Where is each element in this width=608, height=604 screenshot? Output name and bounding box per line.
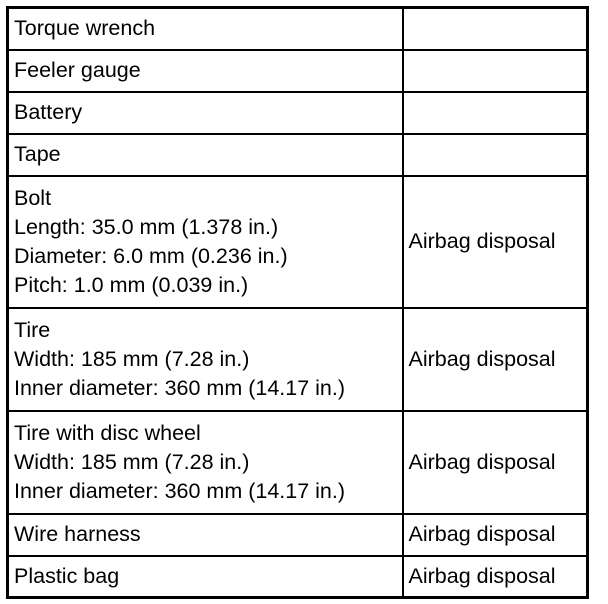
use-cell: Airbag disposal — [403, 514, 588, 556]
tools-table — [6, 6, 589, 599]
item-cell — [8, 134, 403, 176]
item-name: Tape — [14, 142, 61, 166]
table-row — [8, 308, 588, 411]
table-row — [8, 514, 588, 556]
use-cell: Airbag disposal — [403, 308, 588, 411]
table-row — [8, 134, 588, 176]
item-spec: Width: 185 mm (7.28 in.) — [14, 449, 250, 474]
use-cell: Airbag disposal — [403, 176, 588, 308]
use-cell — [403, 8, 588, 50]
item-spec: Inner diameter: 360 mm (14.17 in.) — [14, 375, 346, 400]
item-name: Tire with disc wheel — [14, 420, 201, 445]
item-name: Wire harness — [14, 522, 141, 546]
item-spec: Diameter: 6.0 mm (0.236 in.) — [14, 243, 288, 268]
table-row — [8, 50, 588, 92]
use-cell — [403, 92, 588, 134]
item-cell — [8, 8, 403, 50]
item-cell — [8, 308, 403, 411]
item-spec: Width: 185 mm (7.28 in.) — [14, 346, 250, 371]
item-name: Plastic bag — [14, 563, 120, 588]
item-name: Bolt — [14, 185, 52, 210]
use-cell — [403, 134, 588, 176]
item-name: Tire — [14, 317, 51, 342]
table-row — [8, 411, 588, 514]
item-cell — [8, 92, 403, 134]
item-name: Torque wrench — [14, 16, 156, 41]
item-name: Feeler gauge — [14, 58, 141, 82]
item-spec: Pitch: 1.0 mm (0.039 in.) — [14, 272, 249, 297]
use-cell: Airbag disposal — [403, 556, 588, 598]
table-row — [8, 176, 588, 308]
use-cell: Airbag disposal — [403, 411, 588, 514]
table-row — [8, 8, 588, 50]
item-spec: Inner diameter: 360 mm (14.17 in.) — [14, 478, 346, 503]
item-cell — [8, 176, 403, 308]
item-spec: Length: 35.0 mm (1.378 in.) — [14, 214, 279, 239]
item-name: Battery — [14, 100, 83, 124]
item-cell — [8, 50, 403, 92]
use-cell — [403, 50, 588, 92]
item-cell — [8, 514, 403, 556]
item-cell — [8, 411, 403, 514]
table-row — [8, 556, 588, 598]
item-cell — [8, 556, 403, 598]
table-row — [8, 92, 588, 134]
